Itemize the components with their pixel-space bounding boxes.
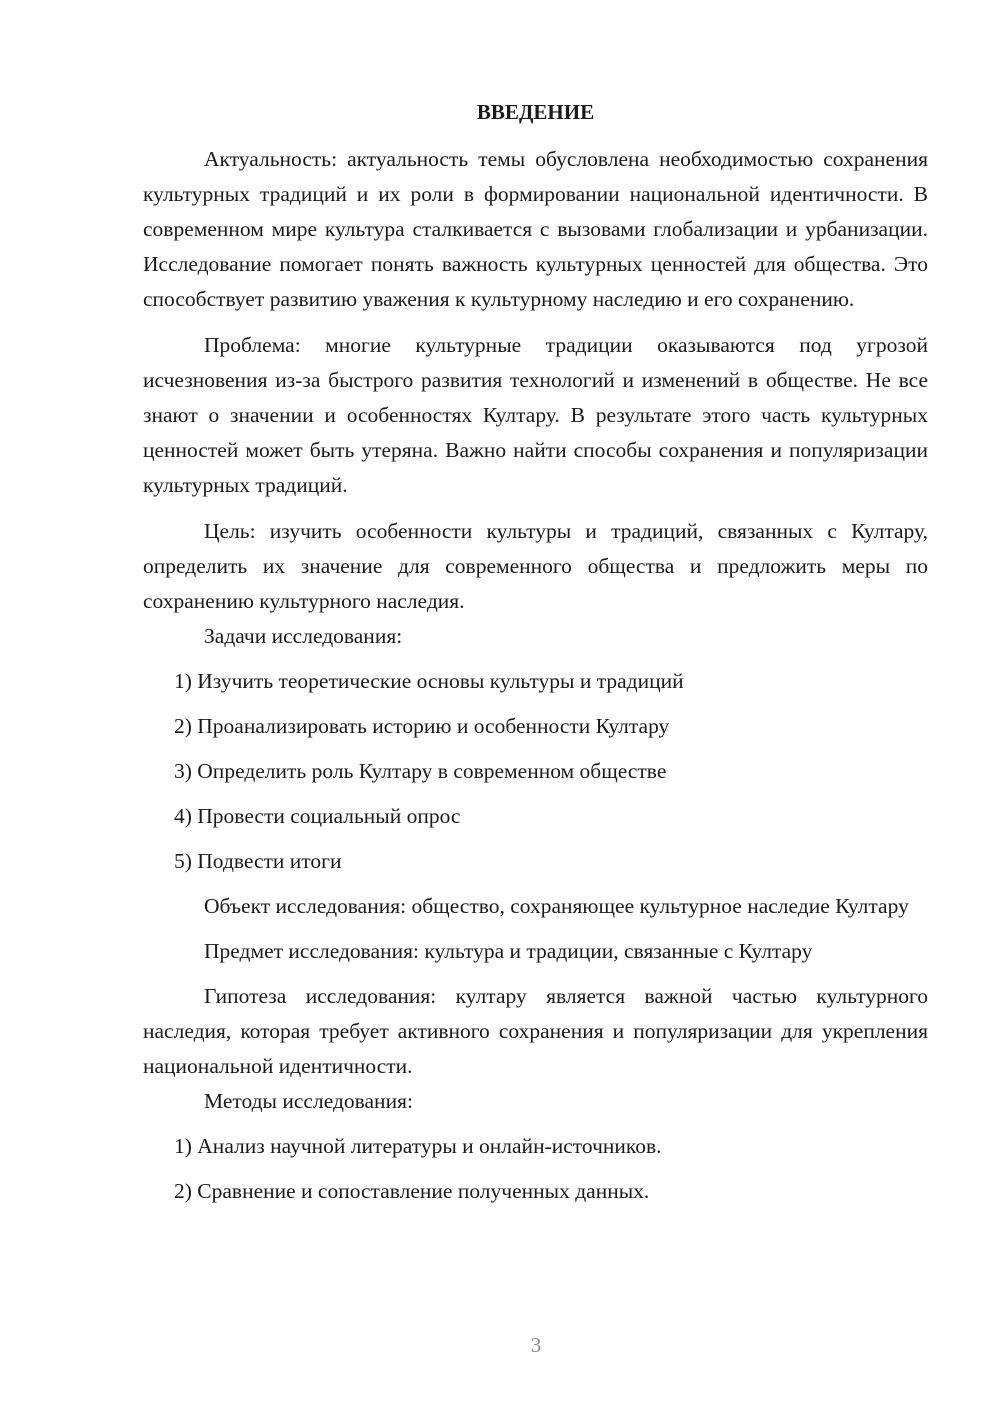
task-item: 3) Определить роль Култару в современном обществе [174,759,667,783]
task-item: 1) Изучить теоретические основы культуры и традиций [174,669,684,693]
task-item: 5) Подвести итоги [174,849,342,873]
object-paragraph: Объект исследования: общество, сохраняющее культурное наследие Култару [204,894,909,918]
subject-paragraph: Предмет исследования: культура и традиции, связанные с Култару [204,939,813,963]
methods-heading: Методы исследования: [204,1089,413,1113]
section-title: ВВЕДЕНИЕ [476,100,595,124]
tasks-heading: Задачи исследования: [204,624,403,648]
task-item: 4) Провести социальный опрос [174,804,461,828]
hypothesis-paragraph: Гипотеза исследования: култару является важной частью культурного наследия, которая требует активного сохранения и популяризации для укрепления национальной идентичности. [143,984,928,1078]
problem-paragraph: Проблема: многие культурные традиции оказываются под угрозой исчезновения из-за быстрого развития технологий и изменений в обществе. Не все знают о значении и особенностях Култару. В результате этого часть культурных ценностей может быть утеряна. Важно найти способы сохранения и популяризации культурных традиций. [143,333,928,497]
method-item: 2) Сравнение и сопоставление полученных данных. [174,1179,650,1203]
relevance-paragraph: Актуальность: актуальность темы обусловлена необходимостью сохранения культурных традиций и их роли в формировании национальной идентичности. В современном мире культура сталкивается с вызовами глобализации и урбанизации. Исследование помогает понять важность культурных ценностей для общества. Это способствует развитию уважения к культурному наследию и его сохранению. [143,147,928,311]
page-content [143,95,928,1209]
page-number: 3 [530,1333,542,1357]
goal-paragraph: Цель: изучить особенности культуры и традиций, связанных с Култару, определить их значение для современного общества и предложить меры по сохранению культурного наследия. [143,519,928,613]
task-item: 2) Проанализировать историю и особенности Култару [174,714,670,738]
method-item: 1) Анализ научной литературы и онлайн-источников. [174,1134,662,1158]
